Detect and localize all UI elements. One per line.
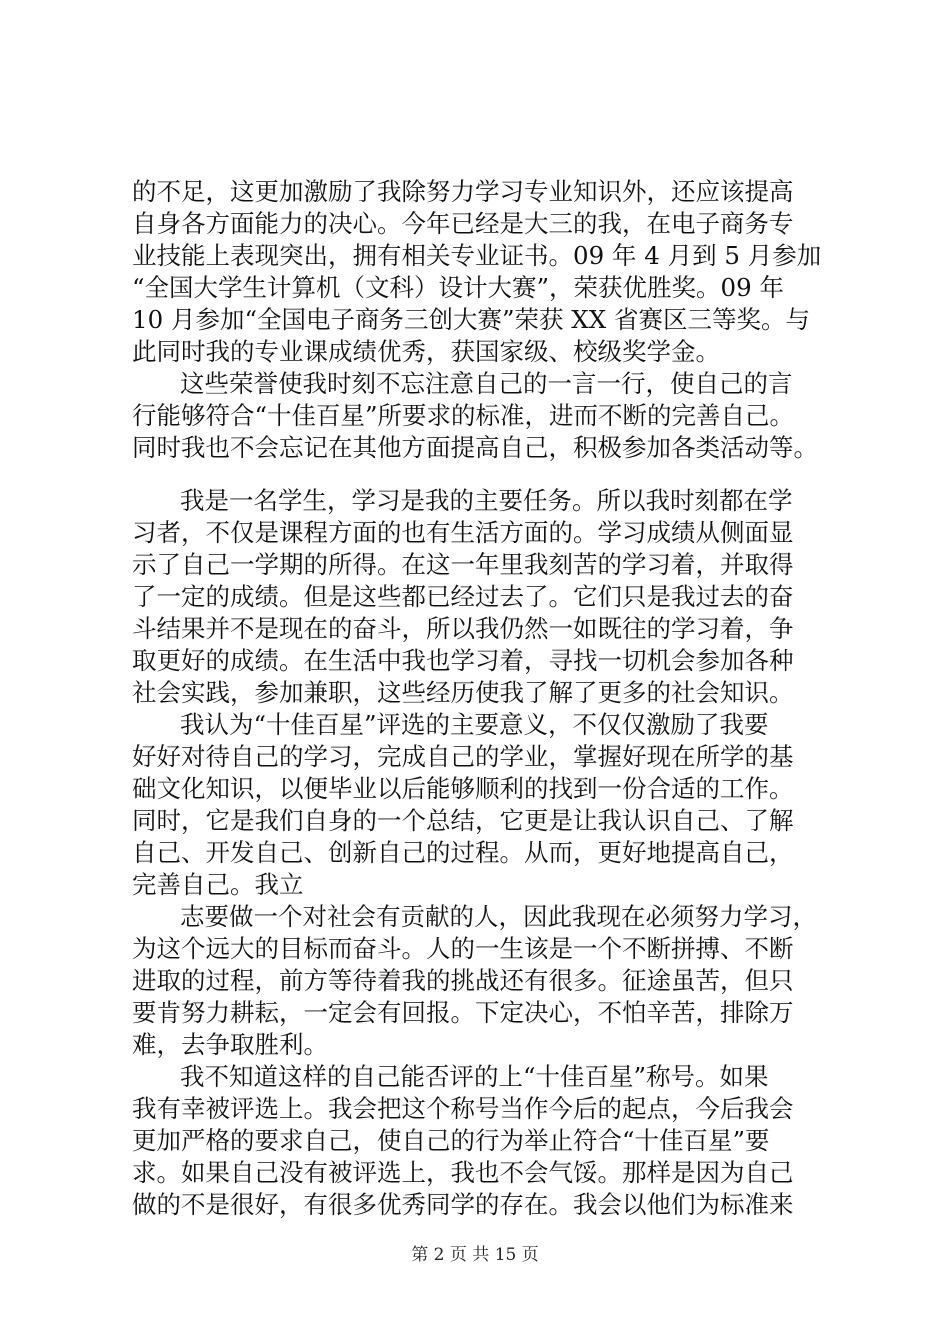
page-number: 第 2 页 共 15 页 bbox=[411, 1245, 539, 1265]
text-line: 示了自己一学期的所得。在这一年里我刻苦的学习着，并取得 bbox=[132, 550, 794, 579]
text-line: 的不足，这更加激励了我除努力学习专业知识外，还应该提高 bbox=[132, 177, 794, 206]
text-line: 斗结果并不是现在的奋斗，所以我仍然一如既往的学习着，争 bbox=[132, 614, 794, 643]
text-line: 为这个远大的目标而奋斗。人的一生该是一个不断拼搏、不断 bbox=[132, 934, 794, 963]
text-line: 同时我也不会忘记在其他方面提高自己，积极参加各类活动等。 bbox=[132, 433, 818, 462]
text-line: 好好对待自己的学习，完成自己的学业，掌握好现在所学的基 bbox=[132, 742, 794, 771]
text-line: 此同时我的专业课成绩优秀，获国家级、校级奖学金。 bbox=[132, 337, 720, 366]
text-line: 我有幸被评选上。我会把这个称号当作今后的起点，今后我会 bbox=[132, 1094, 794, 1123]
text-line: 完善自己。我立 bbox=[132, 870, 304, 899]
text-line: 这些荣誉使我时刻不忘注意自己的一言一行，使自己的言 bbox=[180, 369, 793, 398]
text-line: 业技能上表现突出，拥有相关专业证书。09 年 4 月到 5 月参加 bbox=[132, 241, 822, 270]
text-line: 求。如果自己没有被评选上，我也不会气馁。那样是因为自己 bbox=[132, 1158, 794, 1187]
text-line: 了一定的成绩。但是这些都已经过去了。它们只是我过去的奋 bbox=[132, 582, 794, 611]
text-line: 更加严格的要求自己，使自己的行为举止符合“十佳百星”要 bbox=[132, 1126, 770, 1155]
text-line: 行能够符合“十佳百星”所要求的标准，进而不断的完善自己。 bbox=[132, 401, 795, 430]
text-line: 我是一名学生，学习是我的主要任务。所以我时刻都在学 bbox=[180, 486, 793, 515]
text-line: 我不知道这样的自己能否评的上“十佳百星”称号。如果 bbox=[180, 1062, 769, 1091]
text-line: 难，去争取胜利。 bbox=[132, 1030, 328, 1059]
text-line: 志要做一个对社会有贡献的人，因此我现在必须努力学习， bbox=[180, 902, 817, 931]
text-line: 础文化知识，以便毕业以后能够顺利的找到一份合适的工作。 bbox=[132, 774, 794, 803]
text-line: 自己、开发自己、创新自己的过程。从而，更好地提高自己， bbox=[132, 838, 794, 867]
text-line: 进取的过程，前方等待着我的挑战还有很多。征途虽苦，但只 bbox=[132, 966, 794, 995]
text-line: 社会实践，参加兼职，这些经历使我了解了更多的社会知识。 bbox=[132, 678, 794, 707]
text-line: 自身各方面能力的决心。今年已经是大三的我，在电子商务专 bbox=[132, 209, 794, 238]
text-line: 我认为“十佳百星”评选的主要意义，不仅仅激励了我要 bbox=[180, 710, 769, 739]
text-line: 做的不是很好，有很多优秀同学的存在。我会以他们为标准来 bbox=[132, 1190, 794, 1219]
text-line: 要肯努力耕耘，一定会有回报。下定决心，不怕辛苦，排除万 bbox=[132, 998, 794, 1027]
text-line: 取更好的成绩。在生活中我也学习着，寻找一切机会参加各种 bbox=[132, 646, 794, 675]
text-line: 同时，它是我们自身的一个总结，它更是让我认识自己、了解 bbox=[132, 806, 794, 835]
text-line: “全国大学生计算机（文科）设计大赛”，荣获优胜奖。09 年 bbox=[132, 273, 785, 302]
text-line: 10 月参加“全国电子商务三创大赛”荣获 XX 省赛区三等奖。与 bbox=[132, 305, 810, 334]
text-line: 习者，不仅是课程方面的也有生活方面的。学习成绩从侧面显 bbox=[132, 518, 794, 547]
